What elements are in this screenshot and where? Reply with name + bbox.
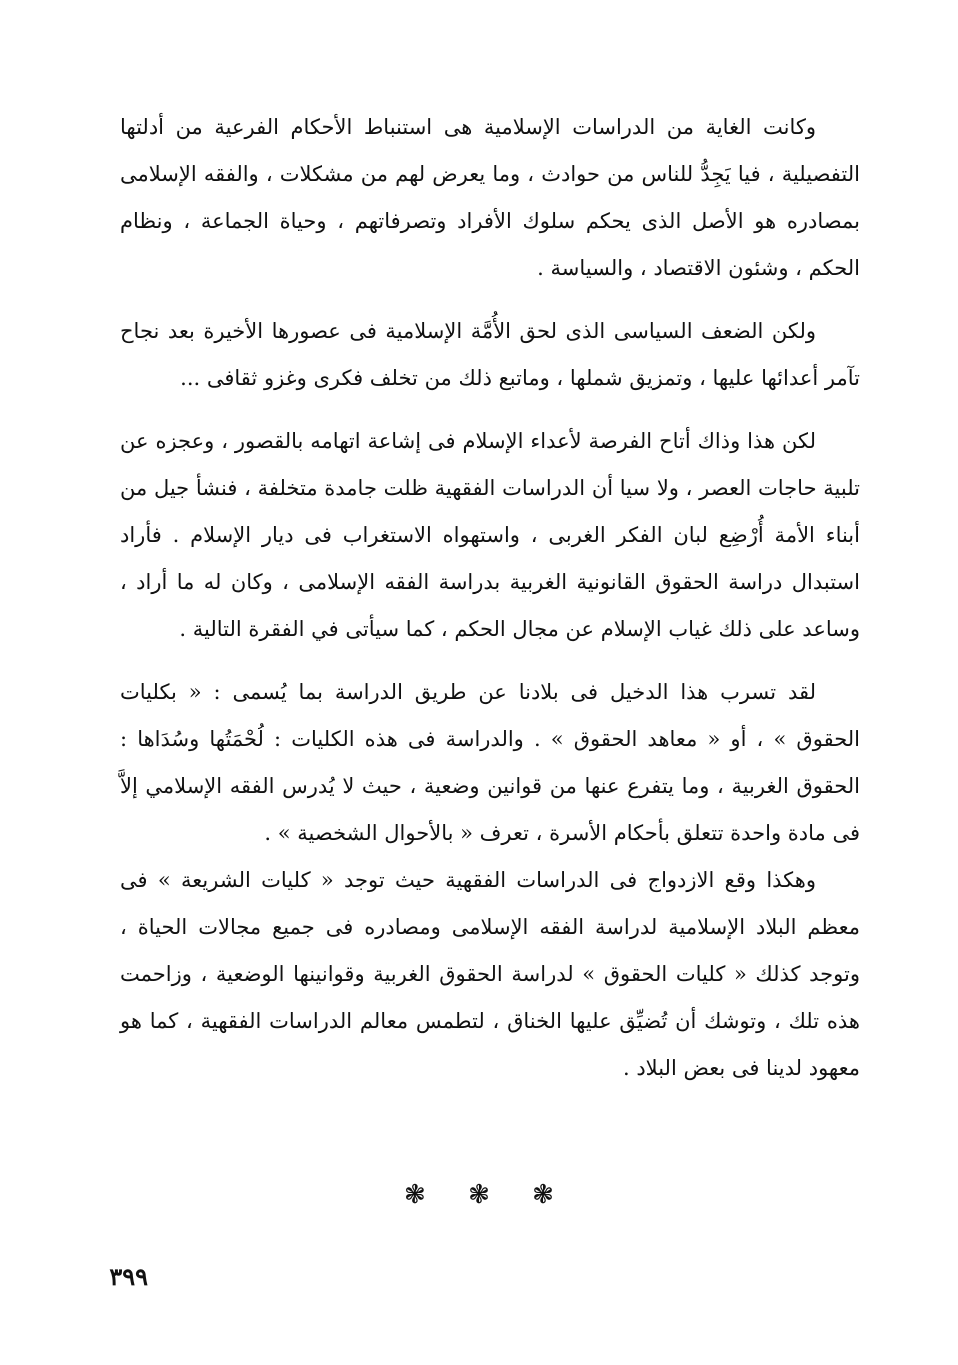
paragraph-3: لكن هذا وذاك أتاح الفرصة لأعداء الإسلام فى إشاعة اتهامه بالقصور ، وعجزه عن تلبية حاجات العصر ، ولا سيا أن الدراسات الفقهية ظلت جامدة متخلفة ، فنشأ جيل من أبناء الأمة أُرْضِع لبان الفكر الغربى ، واستهواه الاستغراب فى ديار الإسلام . فأراد استبدال دراسة الحقوق القانونية الغربية بدراسة الفقه الإسلامى ، وكان له ما أراد ، وساعد على ذلك غياب الإسلام عن مجال الحكم ، كما سيأتى في الفقرة التالية . [120,429,860,641]
asterisk-ornament-icon: ❃ [532,1180,554,1210]
asterisk-ornament-icon: ❃ [468,1180,490,1210]
paragraph-1: وكانت الغاية من الدراسات الإسلامية هى استنباط الأحكام الفرعية من أدلتها التفصيلية ، فيا يَجِدُّ للناس من حوادث ، وما يعرض لهم من مشكلات ، والفقه الإسلامى بمصادره هو الأصل الذى يحكم سلوك الأفراد وتصرفاتهم ، وحياة الجماعة ، ونظام الحكم ، وشئون الاقتصاد ، والسياسة . [120,115,860,280]
section-divider [0,1180,958,1210]
paragraph-4: لقد تسرب هذا الدخيل فى بلادنا عن طريق الدراسة بما يُسمى : « بكليات الحقوق » ، أو « معاهد الحقوق » . والدراسة فى هذه الكليات : لُحْمَتُها وسُدَاها : الحقوق الغربية ، وما يتفرع عنها من قوانين وضعية ، حيث لا يُدرس الفقه الإسلامي إلاَّ فى مادة واحدة تتعلق بأحكام الأسرة ، تعرف « بالأحوال الشخصية » . [120,680,860,845]
paragraph-5: وهكذا وقع الازدواج فى الدراسات الفقهية حيث توجد « كليات الشريعة » فى معظم البلاد الإسلامية لدراسة الفقه الإسلامى ومصادره فى جميع مجالات الحياة ، وتوجد كذلك « كليات الحقوق » لدراسة الحقوق الغربية وقوانينها الوضعية ، وزاحمت هذه تلك ، وتوشك أن تُضيِّق عليها الخناق ، لتطمس معالم الدراسات الفقهية ، كما هو معهود لدينا فى بعض البلاد . [120,868,860,1080]
paragraph-2: ولكن الضعف السياسى الذى لحق الأُمَّة الإسلامية فى عصورها الأخيرة بعد نجاح تآمر أعدائها عليها ، وتمزيق شملها ، وماتبع ذلك من تخلف فكرى وغزو ثقافى ... [120,319,860,390]
page-body [120,104,860,1092]
asterisk-ornament-icon: ❃ [404,1180,426,1210]
page-number: ٣٩٩ [109,1262,148,1291]
